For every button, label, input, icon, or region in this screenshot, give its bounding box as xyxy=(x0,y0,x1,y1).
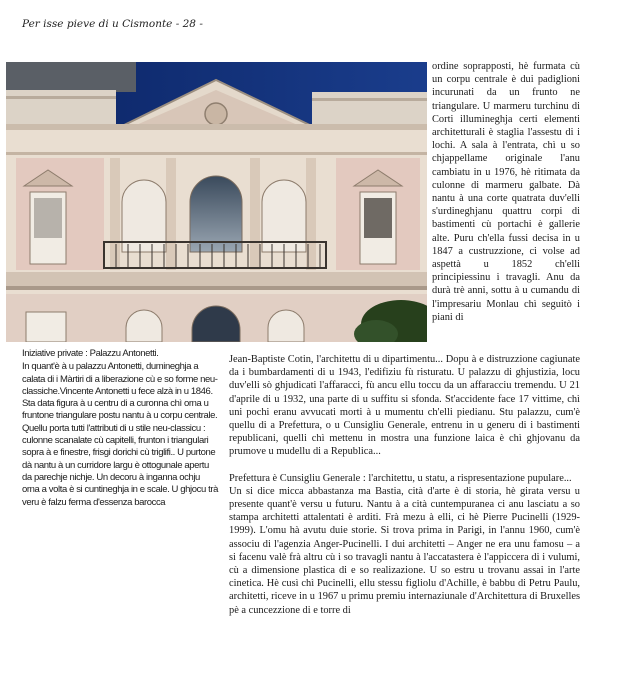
section-heading: Prefettura è Cunsigliu Generale : l'architettu, u statu, a rispresentazione pupulare... xyxy=(229,472,572,484)
caption-title: Iniziative private : Palazzu Antonetti. xyxy=(22,348,159,359)
running-header: Per isse pieve di u Cismonte - 28 - xyxy=(22,18,203,30)
article-lower-column xyxy=(229,353,580,617)
article-right-column xyxy=(432,60,580,324)
palazzu-antonetti-image xyxy=(6,62,427,342)
paragraph-cotin: Jean-Baptiste Cotin, l'architettu di u dipartimentu... Dopu à e distruzzione cagiunate da i bumbardamenti di u 1943, l'edifiziu fù risturatu. U palazzu di ghjustizia, locu duv'elli sò ghjudicati l'affaracci, fù ancu ellu toccu da un affaracciu tremendu. U 21 d'aprile di u 1932, una parte di u suffitu si sfonda. St'accidente face 17 vittime, chì uni pochi eranu avvucati morti à u mumentu ch'elli piedianu. Stu palazzu, cum'è quellu di a Prefettura, o u Cunsigliu Generale, entrenu in u generu di i bastimenti republicani, quelli chì mettenu in mostra una funzione laica è chì ghjovanu da prumove u mudellu di a Republica... xyxy=(229,354,580,458)
caption-body: In quant'è à u palazzu Antonetti, dumineghja a calata di i Màrtiri di a liberazione cù e so forme neu-classiche.Vincente Antonetti u fece alzà in u 1846. Sta data figura à u centru di a curonna chì orna u fruntone triangulare postu nantu à u corpu centrale. Quellu porta tutti l'attributi di u stile neu-classicu : culonne scanalate cù capitelli, frunton i triangulari sopra à e finestre, frisgi dorichi cù triglifi.. U purtone dà nantu à un curridore largu è ottogunale apertu da parechje nichje. Un decoru à inganna ochju orna a volta è si cuntineghja in e scale. U ghjocu trà veru è falzu ferma d'essenza barocca xyxy=(22,361,218,508)
photo-caption xyxy=(22,348,218,509)
paragraph-pucinelli: Un si dice micca abbastanza ma Bastia, cità d'arte è di storia, hè girata versu u presente quant'è versu u futuru. Nantu à a cità cuntempuranea ci anu lasciatu a so stampa architetti attalentati è arditi. Frà mezu à elli, ci hè Pierre Pucinelli (1929-1999). L'omu hà avutu duie storie. Si trova prima in Parigi, in l'annu 1960, cum'è associu di l'agenzia Anger-Pucinelli. I dui architetti – Anger ne era unu famosu – a si facenu valè frà altru cù i so travagli nantu à l'accatastera è l'appiccera di i vulumi, cù a dimensione plastica di e so realizazione. U so estru u trovanu assai in l'arte cinetica. Hè cusì chì Pucinelli, ellu stessu figliolu d'Achille, è babbu di Petru Paulu, architetti, riceve in u 1967 u primu premiu internaziunale d'Architettura di Bruxelles pè a cuncezzione di e torre di xyxy=(229,485,580,616)
building-photo xyxy=(6,62,427,342)
right-column-text: ordine soprapposti, hè furmata cù un corpu centrale è dui padiglioni incurunati da un frunto ne triangulare. U marmeru turchinu di Corti illumineghja certi elementi architetturali è staglia l'assestu di i lochi. A sala à l'entrata, chì u so chjappellame originale l'anu cambiatu in u 1976, hè ritimata da culonne di marmeru galbate. Dà nantu à una corte quatrata duv'elli s'urdineghjanu quattru corpi di bastimenti cù portachi è gallerie alte. Puru ch'ella fussi decisa in u 1847 a custruzzione, ci volse ad aspettà u 1852 ch'elli principiessinu i travagli. Anu da durà trè anni, sottu à u cumandu di l'impresariu Monlau chì seguitò i piani di xyxy=(432,61,580,323)
